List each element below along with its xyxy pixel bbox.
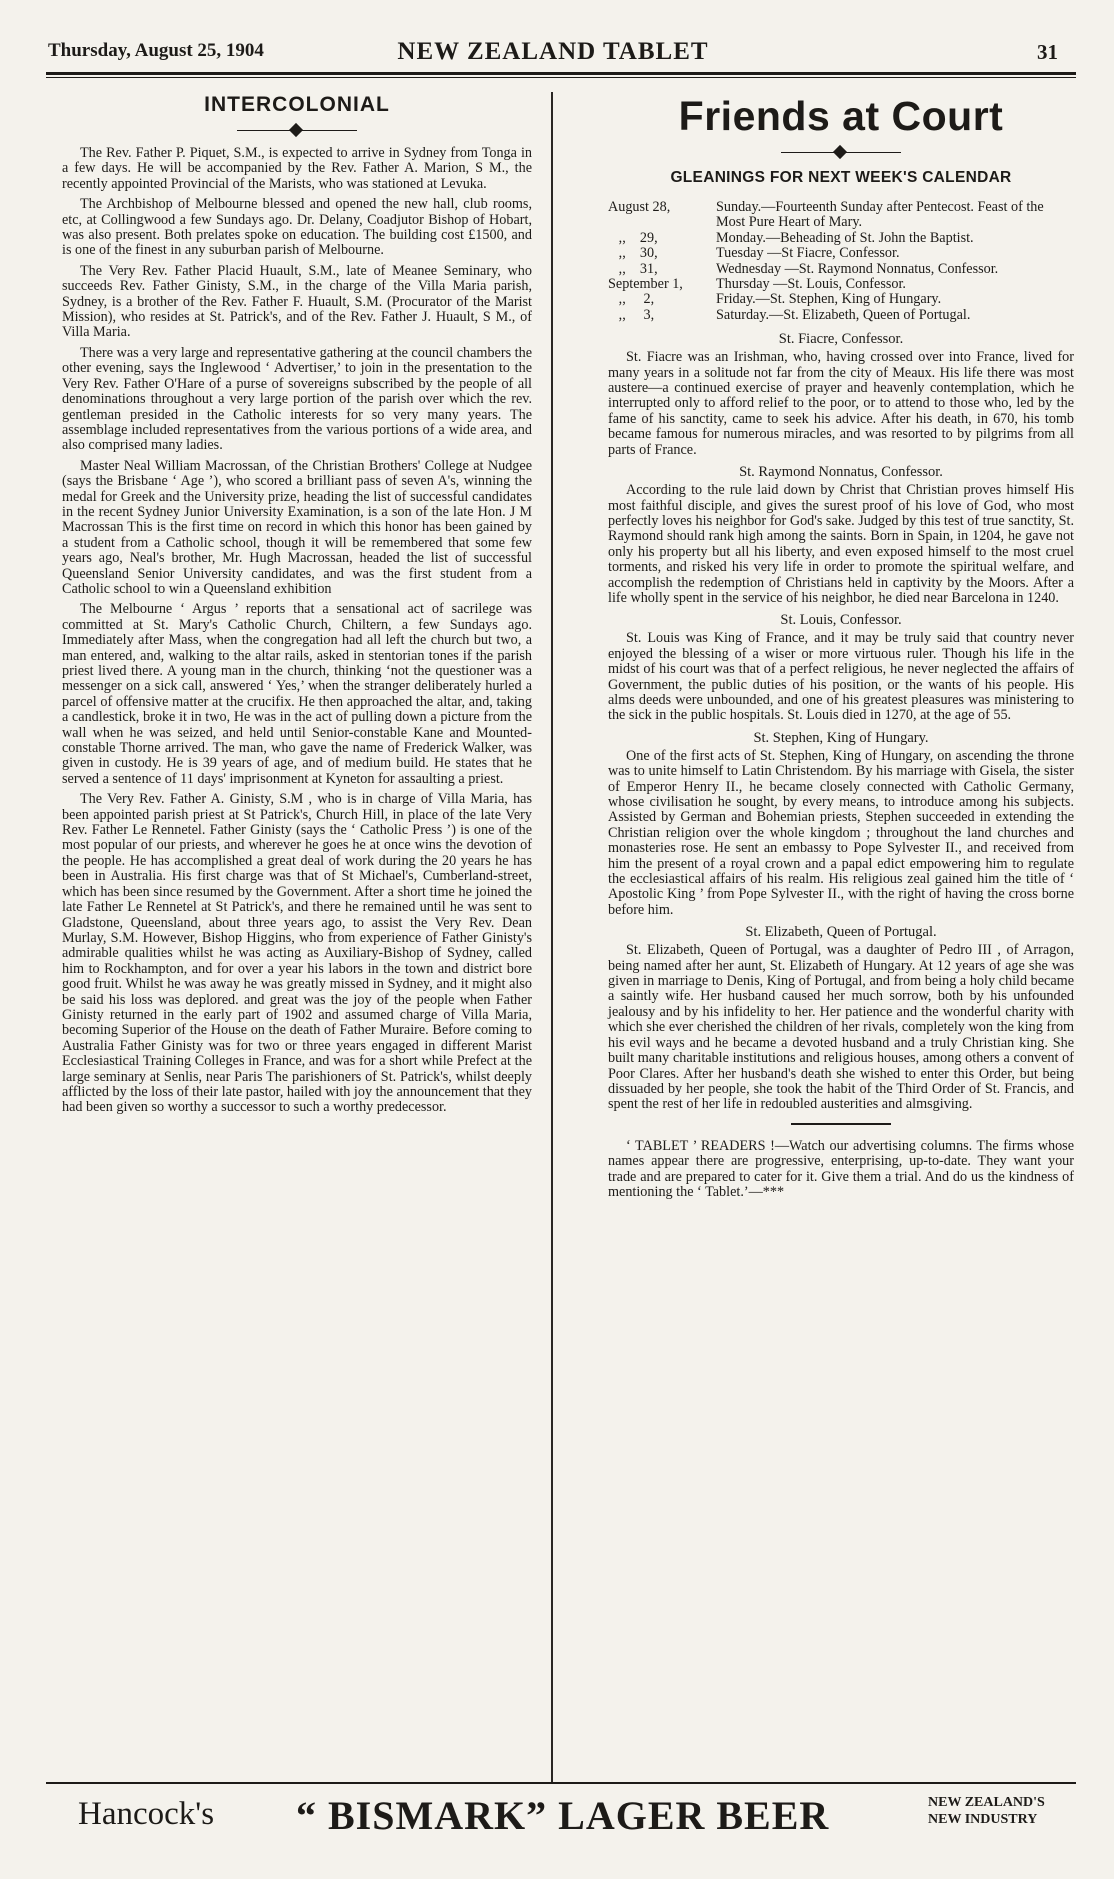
advert-tagline-line1: NEW ZEALAND'S — [928, 1795, 1045, 1810]
calendar-date: ,, 29, — [608, 229, 658, 246]
calendar-entry — [608, 277, 1074, 292]
issue-date: Thursday, August 25, 1904 — [48, 40, 264, 61]
news-paragraph: The Melbourne ‘ Argus ’ reports that a sensational act of sacrilege was committed at St. Mary's Catholic Church, Chiltern, a few Sundays ago. Immediately after Mass, when the congregation had all left the church but two, a man entered, and, walking to the altar rails, asked in stentorian tones if the parish priest lived there. A young man in the church, thinking ‘not the questioner was a messenger on a sick call, answered ‘ Yes,’ when the stranger deliberately hurled a parcel of offensive matter at the crucifix. He then approached the altar, and, taking a candlestick, broke it in two, He was in the act of pulling down a picture from the wall when he was seized, and held until Senior-constable Kane and Mounted-constable Thorne arrived. The man, who gave the name of Frederick Walker, was given in custody. He is 39 years of age, and of medium build. He states that he served a sentence of 11 days' imprisonment at Kyneton for assaulting a priest. — [62, 601, 532, 787]
saint-paragraph: St. Fiacre was an Irishman, who, having crossed over into France, lived for many years in a solitude not far from the city of Meaux. His life there was most austere—a continued exercise of prayer and heavenly contemplation, which he interrupted only to afford relief to the poor, or to attend to those who, led by the fame of his sanctity, came to seek his advice. After his death, in 670, his tomb became famous for numerous miracles, and was resorted to by pilgrims from all parts of France. — [608, 349, 1074, 458]
calendar-text: Saturday.—St. Elizabeth, Queen of Portugal. — [716, 306, 971, 323]
ornament-divider — [781, 146, 901, 158]
calendar-entry — [608, 246, 1074, 261]
calendar-entry — [608, 200, 1074, 231]
newspaper-title: NEW ZEALAND TABLET — [397, 38, 709, 65]
column-divider — [551, 92, 553, 1782]
calendar-date: September 1, — [608, 276, 683, 293]
news-paragraph: There was a very large and representative gathering at the council chambers the other evening, says the Inglewood ‘ Advertiser,’ to join in the presentation to the Very Rev. Father O'Hare of a purse of sovereigns subscribed by the people of all denominations throughout a very large portion of the parish over which the rev. gentleman presided in the Catholic interests for so very many years. The assemblage included representatives from the various portions of a wide area, and also comprised many ladies. — [62, 344, 532, 454]
advert-tagline — [928, 1794, 1045, 1828]
ornament-divider — [237, 124, 357, 136]
saint-paragraph: According to the rule laid down by Christ that Christian proves himself His most faithful disciple, and gives the surest proof of his love of God, who most perfectly loves his neighbor for God's sake. Judged by this test of true sanctity, St. Raymond should rank high among the saints. Born in Spain, in 1204, he gave not only his property but all his liberty, and even exposed himself to the most cruel torments, and risked his very life in order to promote the spiritual welfare, and accomplish the redemption of Christians held in captivity by the Moors. After a life wholly spent in the service of his neighbor, he died near Barcelona in 1240. — [608, 482, 1074, 606]
calendar-text: Tuesday —St Fiacre, Confessor. — [716, 245, 900, 262]
calendar-entry — [608, 308, 1074, 323]
calendar-date: ,, 3, — [608, 306, 655, 323]
calendar-entry — [608, 262, 1074, 277]
saint-paragraph: St. Louis was King of France, and it may be truly said that country never enjoyed the blessing of a wiser or more virtuous ruler. Though his life in the midst of his court was that of a perfect religious, he never neglected the affairs of Government, the public duties of his position, or the wants of his people. His alms deeds were unbounded, and one of his greatest pleasures was ministering to the sick in the public hospitals. St. Louis died in 1270, at the age of 55. — [608, 630, 1074, 724]
calendar-date: ,, 2, — [608, 291, 655, 308]
readers-notice: ‘ TABLET ’ READERS !—Watch our advertising columns. The firms whose names appear there are progressive, enterprising, up-to-date. They want your trade and are prepared to cater for it. Give them a trial. And do us the kindness of mentioning the ‘ Tablet.’—*** — [608, 1137, 1074, 1200]
section-rule — [791, 1123, 891, 1125]
news-paragraph: The Very Rev. Father Placid Huault, S.M., late of Meanee Seminary, who succeeds Rev. Father Ginisty, S.M., in the charge of the Villa Maria parish, Sydney, is a brother of the Rev. Father F. Huault, S.M. (Procurator of the Marist Mission), who resides at St. Patrick's, and of the Rev. Father J. Huault, S M., of Villa Maria. — [62, 262, 532, 341]
saint-title: St. Louis, Confessor. — [780, 612, 902, 629]
calendar-text: Sunday.—Fourteenth Sunday after Pentecost. Feast of the Most Pure Heart of Mary. — [716, 199, 1044, 231]
masthead — [48, 36, 1058, 72]
calendar-text: Wednesday —St. Raymond Nonnatus, Confessor. — [716, 260, 999, 277]
saint-paragraph: One of the first acts of St. Stephen, King of Hungary, on ascending the throne was to unite himself to Latin Christendom. By his marriage with Gisela, the sister of Emperor Henry II., he became closely connected with Catholic Germany, whose civilisation he sought, by every means, to introduce among his subjects. Assisted by German and Bohemian priests, Stephen succeeded in extending the Christian religion over the whole kingdom ; throughout the land churches and monasteries rose. He sent an embassy to Pope Sylvester II., and received from him the present of a royal crown and a papal edict empowering him to regulate the ecclesiastical affairs of his realm. His religious zeal gained him the title of ‘ Apostolic King ’ from Pope Sylvester II., with the right of having the cross borne before him. — [608, 747, 1074, 918]
news-paragraph: The Archbishop of Melbourne blessed and opened the new hall, club rooms, etc, at Collingwood a few Sundays ago. Dr. Delany, Coadjutor Bishop of Hobart, was also present. Both prelates spoke on education. The building cost £1500, and is one of the finest in any suburban parish of Melbourne. — [62, 196, 532, 259]
saint-title: St. Elizabeth, Queen of Portugal. — [745, 924, 937, 941]
calendar-list — [608, 200, 1074, 323]
calendar-date: ,, 30, — [608, 245, 658, 262]
friends-at-court-column — [608, 90, 1074, 1205]
masthead-rule — [46, 72, 1076, 75]
calendar-text: Monday.—Beheading of St. John the Baptist. — [716, 229, 974, 246]
calendar-date: August 28, — [608, 199, 671, 215]
page-number: 31 — [1037, 40, 1058, 64]
intercolonial-column — [62, 90, 532, 1121]
news-paragraph: The Very Rev. Father A. Ginisty, S.M , who is in charge of Villa Maria, has been appointed parish priest at St Patrick's, Church Hill, in place of the late Very Rev. Father Le Rennetel. Father Ginisty (says the ‘ Catholic Press ’) is one of the most popular of our priests, and wherever he goes he at once wins the devotion of the people. He has accomplished a great deal of work during the 20 years he has been in Australia. His first charge was that of St Michael's, Cumberland-street, which has been since resumed by the Government. After a short time he joined the late Father Le Rennetel at St Patrick's, and there he remained until he was sent to Gladstone, Queensland, about three years ago, to assist the Very Rev. Dean Murlay, S.M. However, Bishop Higgins, who from experience of Father Ginisty's admirable qualities whilst he was acting as Auxiliary-Bishop of Sydney, called him to Rockhampton, and for over a year his labors in the town and district bore good fruit. Whilst he was away he was greatly missed in Sydney, and it might also be said his loss was deplored. and great was the joy of the people when Father Ginisty returned in the early part of 1902 and assumed charge of Villa Maria, becoming Superior of the House on the death of Father Muraire. Before coming to Australia Father Ginisty was for two or three years engaged in different Marist Ecclesiastical Training Colleges in France, and was for a short while Prefect at the large seminary at Senlis, near Paris The parishioners of St. Patrick's, whilst deeply afflicted by the loss of their late pastor, hailed with joy the announcement that they had been given so worthy a successor to such a worthy predecessor. — [62, 791, 532, 1116]
calendar-text: Thursday —St. Louis, Confessor. — [716, 276, 906, 293]
saint-paragraph: St. Elizabeth, Queen of Portugal, was a daughter of Pedro III , of Arragon, being named after her aunt, St. Elizabeth of Hungary. At 12 years of age she was given in marriage to Denis, King of Portugal, and from being a holy child became a saintly wife. Her husband caused her much sorrow, both by his unfounded jealousy and by his infidelity to her. Her patience and the wonderful charity with which she ever cherished the children of her rivals, completely won the king from his evil ways and he became a devoted husband and a truly Christian king. She built many charitable institutions and religious houses, among others a convent of Poor Clares. After her husband's death she wished to enter this Order, but being dissuaded by her people, she took the habit of the Third Order of St. Francis, and spent the rest of her life in redoubled austerities and almsgiving. — [608, 942, 1074, 1113]
news-paragraph: Master Neal William Macrossan, of the Christian Brothers' College at Nudgee (says the Brisbane ‘ Age ’), who scored a brilliant pass of seven A's, winning the medal for Greek and the University prize, heading the list of successful candidates in the recent Sydney Junior University Examination, is a son of the late Hon. J M Macrossan This is the first time on record in which this honor has been gained by a student from a Catholic school, though it will be remembered that some few years ago, Neal's brother, Mr. Hugh Macrossan, headed the list of successful Queensland Senior University candidates, and was the first student from a Catholic school to win a Queensland exhibition — [62, 457, 532, 597]
masthead-rule-thin — [46, 77, 1076, 78]
saint-title: St. Fiacre, Confessor. — [778, 331, 904, 348]
advert-rule — [46, 1782, 1076, 1784]
saint-title: St. Raymond Nonnatus, Confessor. — [739, 464, 943, 481]
friends-at-court-heading: Friends at Court — [678, 93, 1004, 139]
calendar-entry — [608, 292, 1074, 307]
gleanings-subheading: GLEANINGS FOR NEXT WEEK'S CALENDAR — [670, 169, 1012, 186]
calendar-entry — [608, 231, 1074, 246]
beer-advertisement — [48, 1788, 1078, 1852]
saint-title: St. Stephen, King of Hungary. — [753, 729, 929, 746]
advert-brand: Hancock's — [78, 1796, 215, 1832]
calendar-date: ,, 31, — [608, 260, 658, 277]
advert-product: “ BISMARK” LAGER BEER — [296, 1793, 830, 1838]
intercolonial-heading: INTERCOLONIAL — [204, 93, 390, 116]
calendar-text: Friday.—St. Stephen, King of Hungary. — [716, 291, 942, 308]
news-paragraph: The Rev. Father P. Piquet, S.M., is expected to arrive in Sydney from Tonga in a few days. He will be accompanied by the Rev. Father A. Marion, S M., the recently appointed Provincial of the Marists, who was stationed at Levuka. — [62, 145, 532, 192]
advert-tagline-line2: NEW INDUSTRY — [928, 1812, 1038, 1827]
